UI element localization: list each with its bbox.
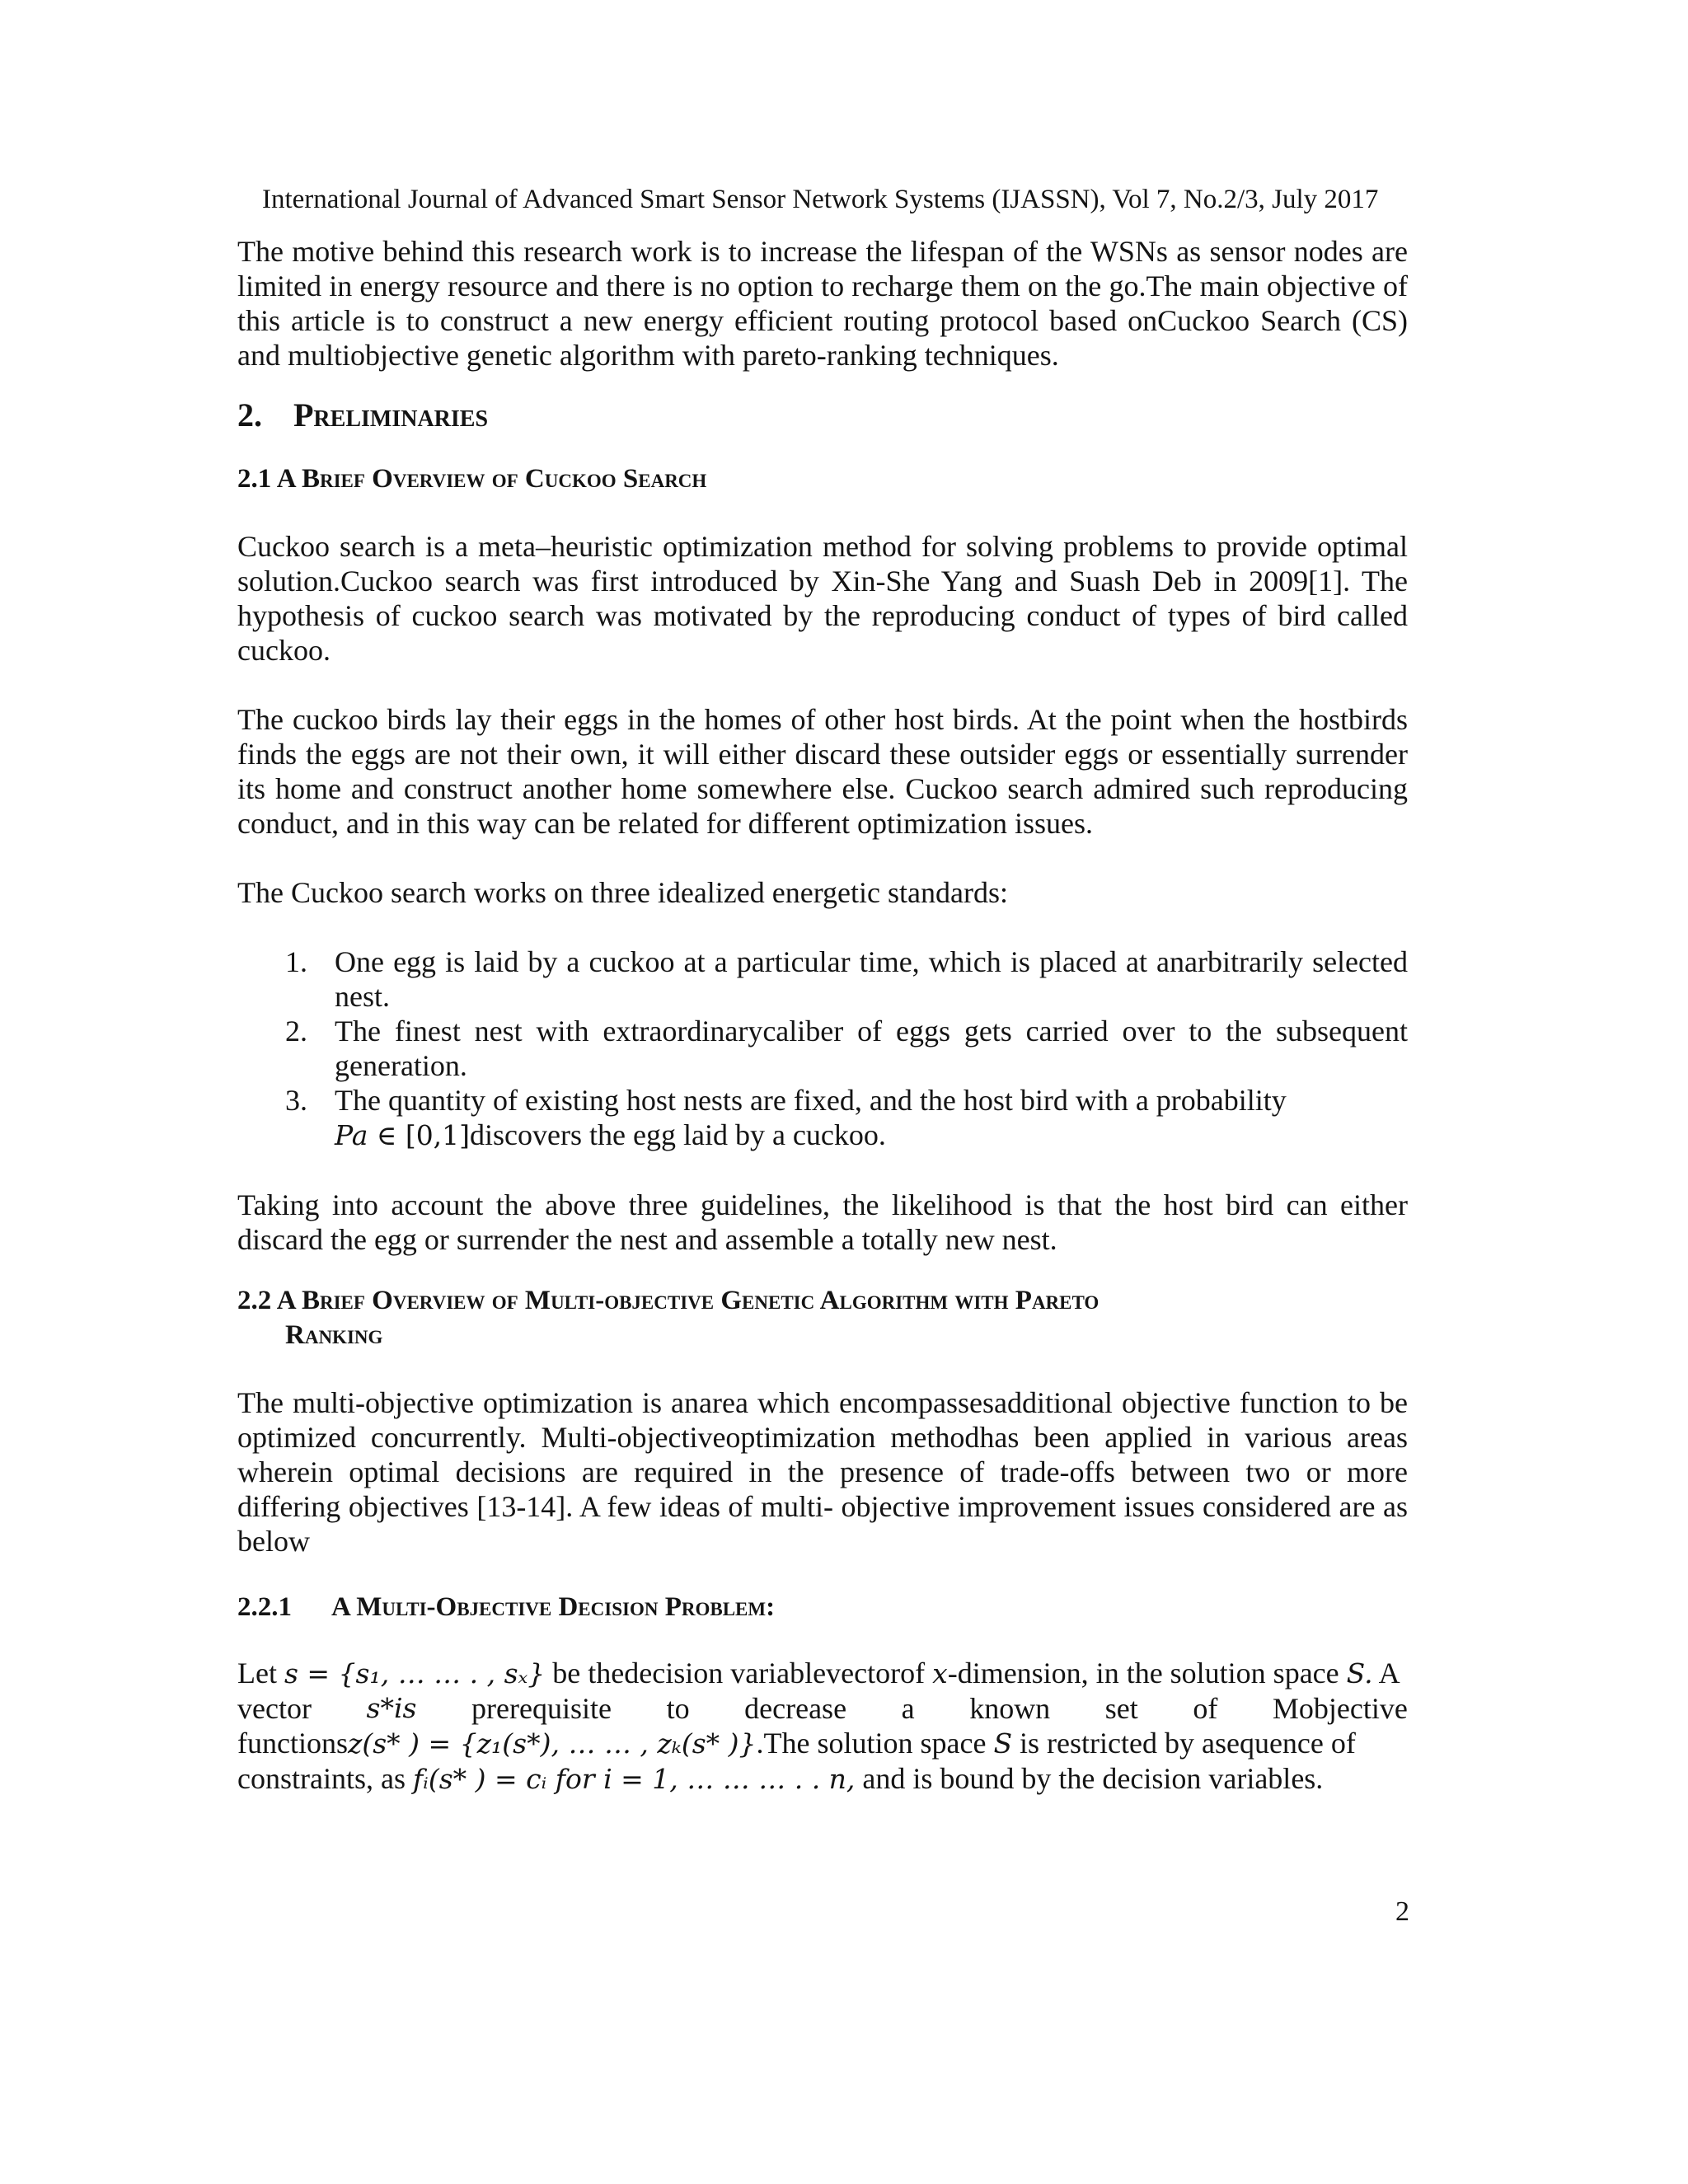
math-x: x <box>932 1657 948 1690</box>
probability-symbol: Pa <box>335 1119 368 1151</box>
section-number: 2. <box>237 396 262 434</box>
intro-paragraph: The motive behind this research work is to increase the lifespan of the WSNs as sensor nodes are limited in energy resource and there is no option to recharge them on the go.The main objective of this article is to construct a new energy efficient routing protocol based onCuckoo Search (CS) and multiobjective genetic algorithm with pareto-ranking techniques. <box>237 235 1408 372</box>
subsection-heading-cuckoo <box>237 462 1408 496</box>
decision-line-2: vector s*is prerequisite to decrease a known set of Mobjective <box>237 1692 1408 1725</box>
moga-paragraph-1: The multi-objective optimization is anarea which encompassesadditional objective function to be optimized concurrently. Multi-objectiveoptimization methodhas been applied in various areas wherein optimal decisions are required in the presence of trade-offs between two or more differing objectives [13-14]. A few ideas of multi- objective improvement issues considered are as below <box>237 1386 1408 1558</box>
cuckoo-paragraph-2: The cuckoo birds lay their eggs in the homes of other host birds. At the point when the hostbirds finds the eggs are not their own, it will either discard these outsider eggs or essentially surrender its home and construct another home somewhere else. Cuckoo search admired such reproducing conduct, and in this way can be related for different optimization issues. <box>237 703 1408 840</box>
subsection-number: 2.1 <box>237 464 272 494</box>
list-item: 2. The finest nest with extraordinarycaliber of eggs gets carried over to the subsequent generation. <box>285 1015 1408 1082</box>
subsection-heading-moga <box>237 1283 1408 1352</box>
idealized-rules-list <box>237 944 1408 1153</box>
subsection-title: A Brief Overview of Cuckoo Search <box>276 464 707 494</box>
subsection-title: A Brief Overview of Multi-objective Genetic Algorithm with Pareto <box>276 1286 1100 1315</box>
subsection-number: 2.2 <box>237 1286 272 1315</box>
subsubsection-heading-decision-problem: 2.2.1 A Multi-Objective Decision Problem: <box>237 1590 1408 1624</box>
cuckoo-paragraph-3: The Cuckoo search works on three idealized energetic standards: <box>237 876 1008 909</box>
page-body <box>237 234 1408 1797</box>
decision-line-3: functionsz(s* ) = {z₁(s*), … … , zₖ(s* )}.The solution space S is restricted by asequence of <box>237 1727 1356 1760</box>
cuckoo-paragraph-4: Taking into account the above three guidelines, the likelihood is that the host bird can either discard the egg or surrender the nest and assemble a totally new nest. <box>237 1188 1408 1256</box>
running-header: International Journal of Advanced Smart Sensor Network Systems (IJASSN), Vol 7, No.2/3, July 2017 <box>262 185 1379 214</box>
math-constraints: fᵢ(s* ) = cᵢ for i = 1, … … … . . n, <box>412 1763 856 1795</box>
math-decision-vector: s = {s₁, … … . , sₓ} <box>284 1657 546 1690</box>
decision-line-1: Let s = {s₁, … … . , sₓ} be thedecision variablevectorof x-dimension, in the solution space S. A <box>237 1657 1400 1690</box>
decision-line-4: constraints, as fᵢ(s* ) = cᵢ for i = 1, … … … . . n, and is bound by the decision variables. <box>237 1762 1324 1795</box>
list-item: 1. One egg is laid by a cuckoo at a particular time, which is placed at anarbitrarily selected nest. <box>285 945 1408 1013</box>
subsection-title-continued: Ranking <box>285 1320 383 1350</box>
list-item: 3. The quantity of existing host nests are fixed, and the host bird with a probability Pa ∈ [0,1]discovers the egg laid by a cuckoo. <box>285 1084 1287 1151</box>
section-heading-preliminaries <box>237 396 1408 435</box>
math-objective-functions: z(s* ) = {z₁(s*), … … , zₖ(s* )} <box>347 1727 757 1760</box>
subsubsection-number: 2.2.1 <box>237 1592 292 1622</box>
math-space-s: S. <box>1346 1657 1373 1690</box>
section-title: Preliminaries <box>293 396 489 434</box>
page-number: 2 <box>1395 1896 1409 1927</box>
subsubsection-title: A Multi-Objective Decision Problem <box>331 1592 767 1622</box>
cuckoo-paragraph-1: Cuckoo search is a meta–heuristic optimization method for solving problems to provide optimal solution.Cuckoo search was first introduced by Xin-She Yang and Suash Deb in 2009[1]. The hypothesis of cuckoo search was motivated by the reproducing conduct of types of bird called cuckoo. <box>237 530 1408 667</box>
